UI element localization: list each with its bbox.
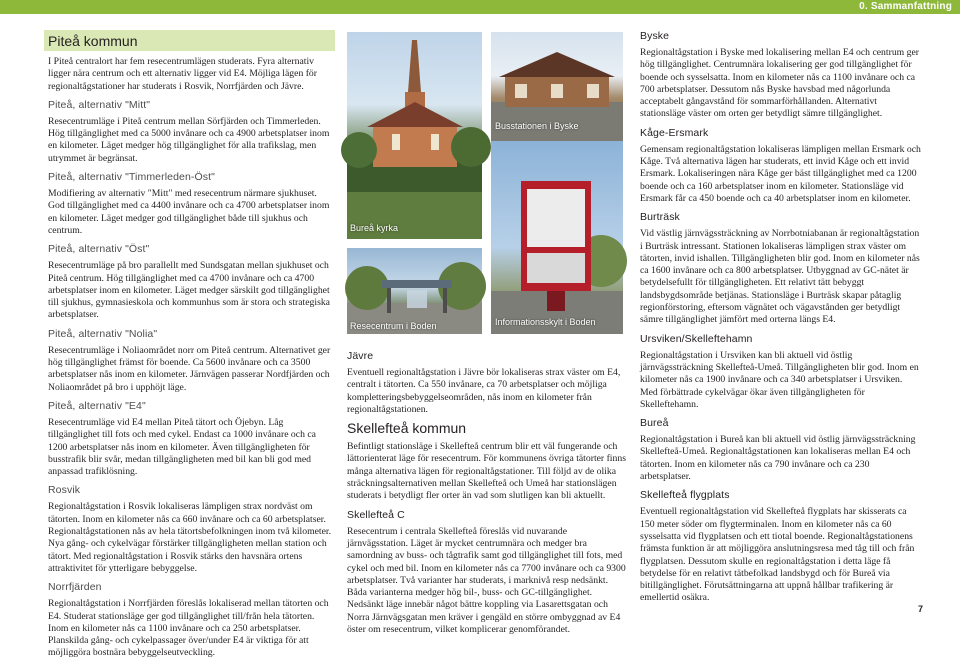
skelleftea-title: Skellefteå kommun [347,420,467,437]
photo-burea-church [347,32,482,239]
section-text-timmerleden: Modifiering av alternativ "Mitt" med resecentrum närmare sjukhuset. God tillgänglighet med ca 4400 invånare och ca 4700 arbetsplatser inom en kilometer. Läget medger god tillgänglighet både till sjukhus och centrum. [48,188,330,236]
pitea-title: Piteå kommun [44,30,335,51]
section-heading-ursviken: Ursviken/Skelleftehamn [640,332,753,345]
section-heading-burea: Bureå [640,417,669,430]
church-illustration [347,32,482,239]
section-heading-byske: Byske [640,30,670,42]
section-text-javre: Eventuell regionaltågstation i Jävre bör lokaliseras strax väster om E4, centralt i tätorten. Ca 550 invånare, ca 70 arbetsplatser och möjliga kompletteringsbebyggelseområden, nås inom en kilometer från regionaltågstationen. [347,367,621,415]
section-text-ursviken: Regionaltågstation i Ursviken kan bli aktuell vid östlig järnvägssträckning Skellefteå-Umeå. Tillgängligheten blir god. Inom en kilometer nås ca 1900 invånare och ca 340 arbetsplatser i Ursviken. Med förbättrade cykelvägar ökar även tillgängligheten för Skelleftehamn. [640,349,919,410]
section-text-kage-ersmark: Gemensam regionaltågstation lokaliseras lämpligen mellan Ersmark och Kåge. Två alternativa lägen har studerats, ett invid Kåge och ett invid Ersmark. Lokaliseringen nära Kåge ger bäst tillgänglighet med ca 1200 boende och ca 160 arbetsplatser inom en kilometer. Stationsläge vid Ersmark får ca 450 boende och ca 40 arbetsplatser inom en kilometer. [640,143,921,204]
left-column [48,30,335,659]
caption-boden-resecentrum: Resecentrum i Boden [350,321,437,331]
section-text-norrfjarden: Regionaltågstation i Norrfjärden föreslås lokaliserad mellan tätorten och E4. Studerat stationsläge ger god tillgänglighet till/från hela tätorten. Inom en kilometer nås ca 1100 invånare och ca 250 arbetsplatser. Planskilda gång- och cykelpassager över/under E4 är viktiga för att möjliggöra bostnära bebyggelseutveckling. [48,598,329,659]
section-label: 0. Sammanfattning [816,0,960,14]
section-text-e4: Resecentrumläge vid E4 mellan Piteå tätort och Öjebyn. Låg tillgänglighet till fots och med cykel. Endast ca 1000 invånare och ca 1200 arbetsplatser nås inom en kilometer. Även tillgängligheten för busstrafik blir svår, medan tillgängligheten med bil kan bli god med anpassad trafiklösning. [48,416,316,478]
middle-column [347,350,629,635]
section-heading-kage-ersmark: Kåge-Ersmark [640,126,709,139]
section-heading-burtrask: Burträsk [640,211,680,224]
page-number: 7 [918,604,924,614]
photo-boden-resecentrum [347,248,482,334]
section-heading-flygplats: Skellefteå flygplats [640,489,730,502]
section-heading-mitt: Piteå, alternativ "Mitt" [48,98,151,111]
section-heading-nolia: Piteå, alternativ "Nolia" [48,327,158,340]
section-text-byske: Regionaltågstation i Byske med lokalisering mellan E4 och centrum ger hög tillgänglighet. Centrumnära lokalisering ger god tillgänglighet för boende och sysselsatta. Inom en kilometer nås ca 1100 invånare och ca 700 arbetsplatser. Dessutom nås Byske havsbad med någorlunda acceptabelt gångavstånd för sommarförhållanden. Alternativt stationsläge väster om orten ger betydligt sämre tillgänglighet. [640,47,919,120]
section-heading-timmerleden: Piteå, alternativ "Timmerleden-Öst" [48,171,215,184]
right-column [640,30,922,635]
section-text-rosvik: Regionaltågstation i Rosvik lokaliseras lämpligen strax nordväst om tätorten. Inom en kilometer nås ca 660 invånare och ca 60 arbetsplatser. Regionaltågstationen nås av hela tätortsbefolkningen inom två kilometer. Nya gång- och cykelvägar förstärker tillgängligheten mellan station och tätort. Med regionaltågstation i Rosvik stärks den havsnära ortens attraktivitet för ytterligare bebyggelse. [48,501,332,574]
skelleftea-intro: Befintligt stationsläge i Skellefteå centrum blir ett väl fungerande och lättorienterat läge för resecentrum. För kommunens övriga tätorter finns många alternativa lägen för regionaltågstationer. Till följd av de olika sträckningsalternativen mellan Skellefteå och Umeå har stationslägen studerats i betydligt fler orter än vad som slutligen kan bli aktuellt. [347,441,626,502]
caption-boden-informationsskylt: Informationsskylt i Boden [495,317,596,327]
caption-burea-church: Bureå kyrka [350,223,399,233]
section-text-nolia: Resecentrumläge i Noliaområdet norr om Piteå centrum. Alternativet ger hög tillgänglighet främst för boende. Ca 5600 invånare och ca 3500 arbetsplatser nås inom en kilometer. Järnvägen passerar Nordfjärden och Noliaområdet på bro i upphöjt läge. [48,344,331,393]
photo-byske-busstation [491,32,623,142]
info-sign-illustration [491,141,623,334]
section-text-ost: Resecentrumläge på bro parallellt med Sundsgatan mellan sjukhuset och Piteå centrum. Hög tillgänglighet med ca 4700 invånare och ca 4700 arbetsplatser inom en kilometer. Läget medger särskilt god tillgänglighet till sjukhus, gymnasieskola och kommunhus som är stora och strategiska arbetsplatser. [48,260,330,321]
section-text-burtrask: Vid västlig järnvägssträckning av Norrbotniabanan är regionaltågstation i Burträsk intressant. Stationen lokaliseras lämpligen strax väster om tätorten, invid ishallen. Tillgängligheten blir god. Inom en kilometer nås ca 1600 invånare och ca 800 arbetsplatser. Utbyggnad av GC-nätet är betydelsefullt för tillgängligheten. Ett relativt tätt bebyggt landsbygdsområde betjänas. Stationsläge i Burträsk skapar påtaglig regionförstoring, eftersom vägnätet och vägavstånden ger betydligt sämre tillgänglighet jämfört med orterna längs E4. [640,228,920,326]
caption-byske-busstation: Busstationen i Byske [495,121,579,131]
section-heading-ost: Piteå, alternativ "Öst" [48,243,150,256]
section-heading-norrfjarden: Norrfjärden [48,581,102,594]
section-heading-rosvik: Rosvik [48,484,81,497]
photo-boden-informationsskylt [491,141,623,334]
pitea-intro: I Piteå centralort har fem resecentrumlägen studerats. Fyra alternativ ligger nära centrum och ett alternativ ligger vid E4. Möjliga lägen för regionaltågstationer har studerats i Rosvik, Norrfjärden och Jävre. [48,56,318,92]
section-text-skelleftea-c: Resecentrum i centrala Skellefteå föreslås vid nuvarande järnvägsstation. Läget är mycket centrumnära och medger bra samordning av buss- och tågtrafik samt god tillgänglighet till fots, med cykel och med bil. Inom en kilometer nås ca 7700 invånare och ca 9300 arbetsplatser. Två varianter har studerats, i marknivå resp nedsänkt. Båda varianterna medger hög bil-, buss- och GC-tillgänglighet. Nedsänkt läge innebär något bättre koppling via Lasarettsgatan och Norra Järnvägsgatan men kräver i gengäld en större ombyggnad av E4 öster om resecentrum, vilket komplicerar genomförandet. [347,525,626,636]
section-heading-e4: Piteå, alternativ "E4" [48,399,146,412]
section-text-mitt: Resecentrumläge i Piteå centrum mellan Sörfjärden och Timmerleden. Hög tillgänglighet med ca 5000 invånare och ca 4900 arbetsplatser inom en kilometer. Läget medger hög tillgänglighet för alla trafikslag, men utrymmet är begränsat. [48,115,330,164]
section-text-burea: Regionaltågstation i Bureå kan bli aktuell vid östlig järnvägssträckning Skellefteå-Umeå. Regionaltågstationen kan lokaliseras mellan E4 och tätorten. Inom en kilometer nås ca 790 invånare och ca 230 arbetsplatser. [640,434,916,483]
section-heading-skelleftea-c: Skellefteå C [347,508,405,521]
section-text-flygplats: Eventuell regionaltågstation vid Skellefteå flygplats har skisserats ca 150 meter söder om flygterminalen. Inom en kilometer nås ca 60 sysselsatta vid flygplatsen och ett tiotal boende. Regionaltågstationens främsta funktion är att möjliggöra anslutningsresa med tåg till och från flygplatsen. Dessutom skulle en regionaltågstation i detta läge få betydelse för en relativt tätbefolkad landsbygd och för Bureå via bitillgänglighet. Förutsättningarna att uppnå hållbar trafikering är emellertid osäkra. [640,506,915,604]
section-heading-javre: Jävre [347,350,374,362]
